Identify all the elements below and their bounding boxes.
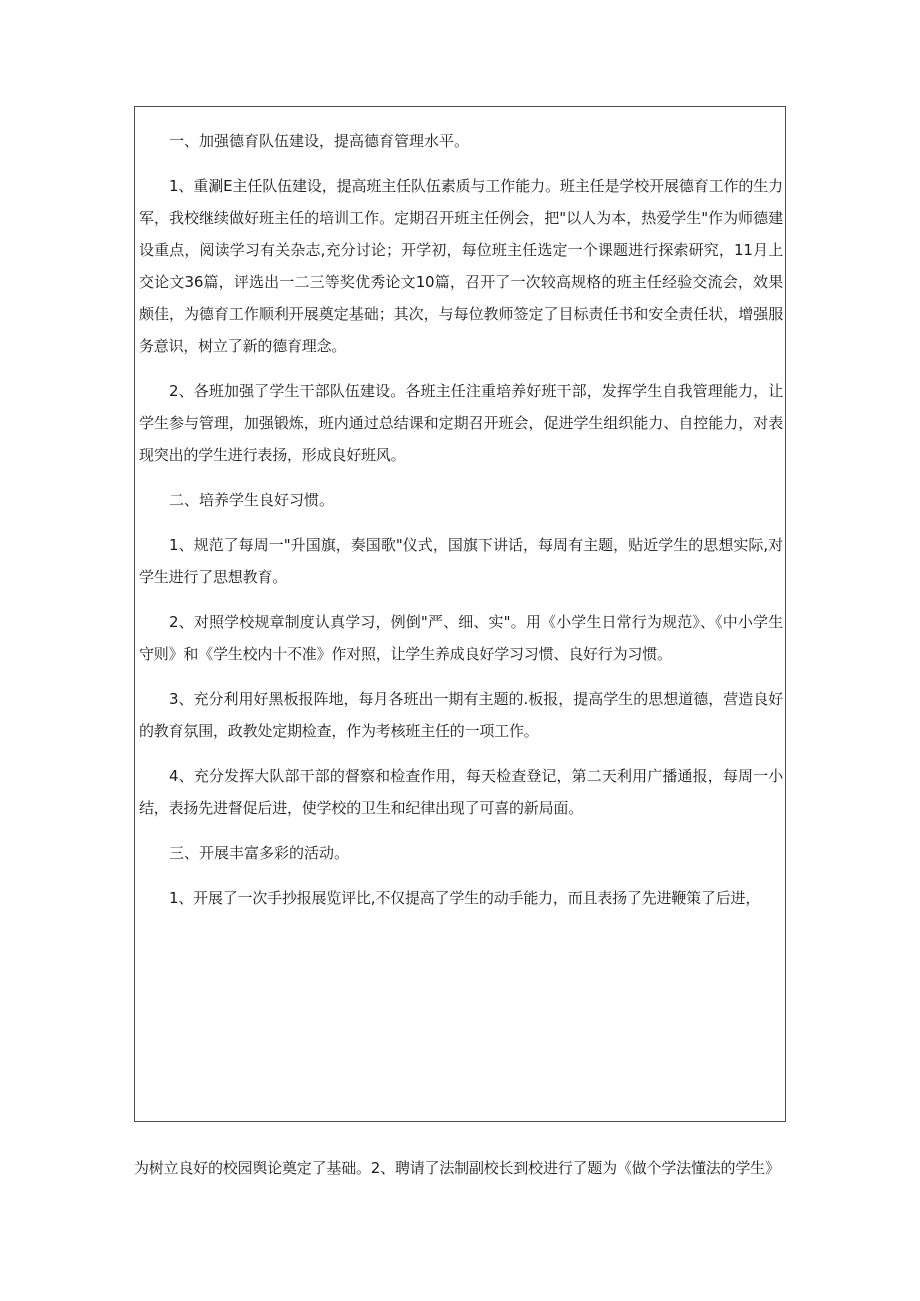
paragraph-1-2: 2、各班加强了学生干部队伍建设。各班主任注重培养好班干部，发挥学生自我管理能力，让学生参与管理，加强锻炼，班内通过总结课和定期召开班会，促进学生组织能力、自控能力，对表现突出的学生进行表扬，形成良好班风。 — [139, 382, 783, 464]
paragraph-2-4: 4、充分发挥大队部干部的督察和检查作用，每天检查登记，第二天利用广播通报，每周一小结，表扬先进督促后进，使学校的卫生和纪律出现了可喜的新局面。 — [139, 767, 783, 817]
paragraph-1-1: 1、重涮E主任队伍建设，提高班主任队伍素质与工作能力。班主任是学校开展德育工作的生力军，我校继续做好班主任的培训工作。定期召开班主任例会，把"以人为本，热爱学生"作为师德建设重点，阅读学习有关杂志,充分讨论；开学初，每位班主任选定一个课题进行探索研究，11月上交论文36篇，评选出一二三等奖优秀论文10篇，召开了一次较高规格的班主任经验交流会，效果颇佳，为德育工作顺利开展奠定基础；其次，与每位教师签定了目标责任书和安全责任状，增强服务意识，树立了新的德育理念。 — [139, 177, 783, 355]
section-heading-2: 二、培养学生良好习惯。 — [169, 491, 335, 509]
paragraph-2-1: 1、规范了每周一"升国旗，奏国歌"仪式，国旗下讲话，每周有主题，贴近学生的思想实际,对学生进行了思想教育。 — [139, 536, 783, 586]
paragraph-2-2: 2、对照学校规章制度认真学习，例倒"严、细、实"。用《小学生日常行为规范》、《中小学生守则》和《学生校内十不准》作对照，让学生养成良好学习习惯、良好行为习惯。 — [139, 613, 783, 663]
paragraph-2-3: 3、充分利用好黑板报阵地，每月各班出一期有主题的.板报，提高学生的思想道德，营造良好的教育氛围，政教处定期检查，作为考核班主任的一项工作。 — [139, 690, 783, 740]
document-body — [135, 107, 785, 914]
section-heading-1: 一、加强德育队伍建设，提高德育管理水平。 — [169, 132, 470, 150]
paragraph-3-1: 1、开展了一次手抄报展览评比,不仅提高了学生的动手能力，而且表扬了先进鞭策了后进， — [169, 889, 761, 907]
section-heading-3: 三、开展丰富多彩的活动。 — [169, 844, 350, 862]
document-frame — [134, 106, 786, 1122]
continuation-text: 为树立良好的校园舆论奠定了基础。2、聘请了法制副校长到校进行了题为《做个学法懂法的学生》 — [134, 1159, 780, 1177]
